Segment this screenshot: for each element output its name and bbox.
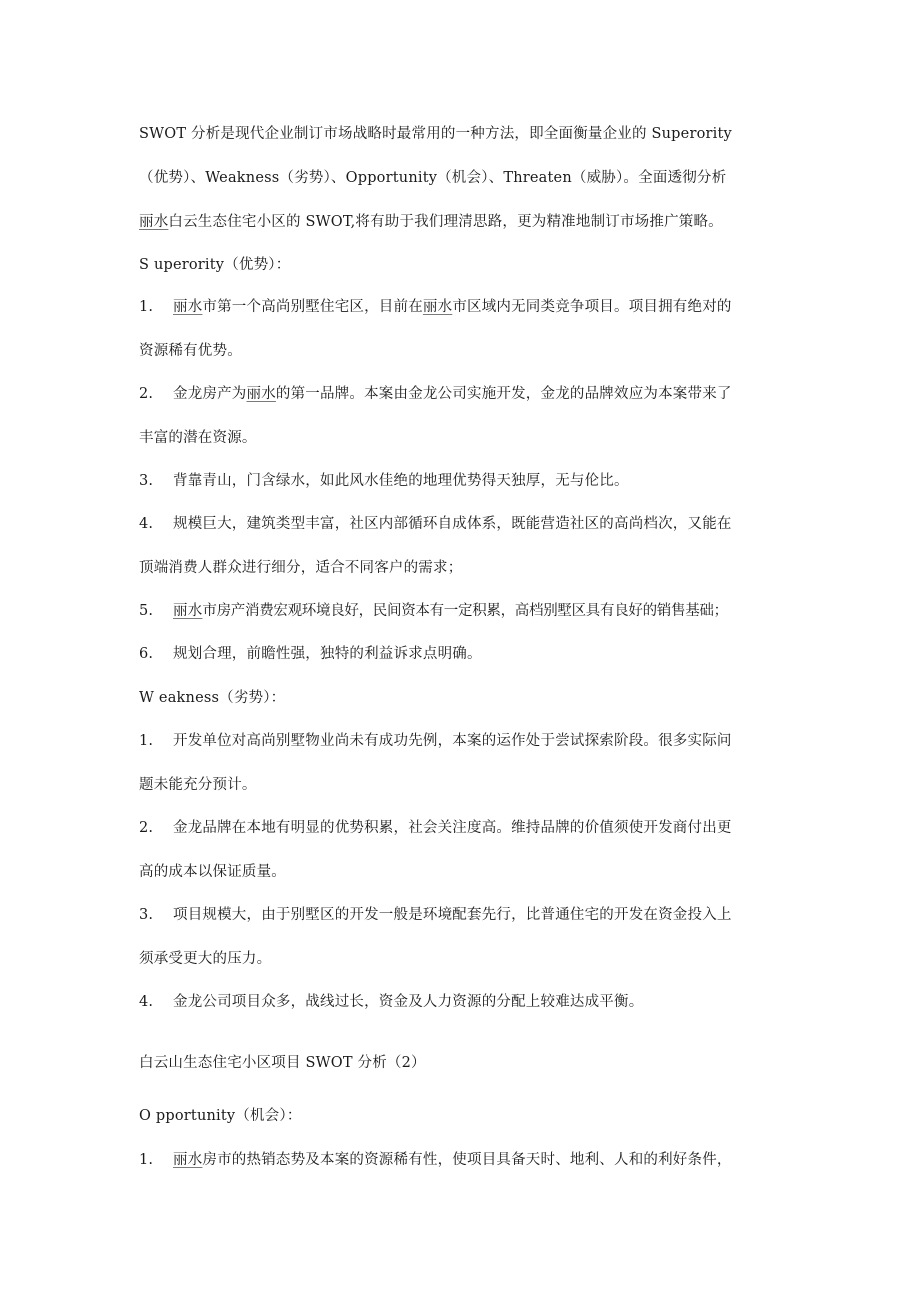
superority-item-4: [139, 514, 789, 534]
item-number: 1.: [139, 1152, 154, 1168]
item-text: 房市的热销态势及本案的资源稀有性，使项目具备天时、地利、人和的利好条件，: [202, 1152, 732, 1168]
weakness-item-2-cont: 高的成本以保证质量。: [139, 864, 286, 880]
item-text: 金龙公司项目众多，战线过长，资金及人力资源的分配上较难达成平衡。: [173, 994, 644, 1010]
superority-item-1-cont: 资源稀有优势。: [139, 343, 242, 359]
item-number: 6.: [139, 646, 154, 662]
item-number: 2.: [139, 386, 154, 402]
weakness-item-3-cont: 须承受更大的压力。: [139, 951, 272, 967]
item-text: 开发单位对高尚别墅物业尚未有成功先例，本案的运作处于尝试探索阶段。很多实际问: [173, 733, 732, 749]
weakness-heading: W eakness（劣势）：: [139, 690, 286, 706]
keyword-link[interactable]: 丽水: [173, 299, 203, 315]
item-text: 项目规模大，由于别墅区的开发一般是环境配套先行，比普通住宅的开发在资金投入上: [173, 907, 732, 923]
intro-line-3: [139, 212, 789, 232]
intro-line-2: （优势）、Weakness（劣势）、Opportunity（机会）、Threaten（威胁）。全面透彻分析: [139, 170, 727, 186]
item-text: 规划合理，前瞻性强，独特的利益诉求点明确。: [173, 646, 482, 662]
intro-line-1: SWOT 分析是现代企业制订市场战略时最常用的一种方法，即全面衡量企业的 Superority: [139, 126, 732, 142]
item-text: 的第一品牌。本案由金龙公司实施开发，金龙的品牌效应为本案带来了: [275, 386, 732, 402]
weakness-item-1: [139, 731, 789, 751]
item-number: 1.: [139, 299, 154, 315]
superority-item-3: [139, 471, 789, 491]
superority-item-4-cont: 顶端消费人群众进行细分，适合不同客户的需求；: [139, 560, 463, 576]
item-text: 背靠青山，门含绿水，如此风水佳绝的地理优势得天独厚，无与伦比。: [173, 473, 629, 489]
item-number: 1.: [139, 733, 154, 749]
item-number: 4.: [139, 516, 154, 532]
weakness-item-2: [139, 818, 789, 838]
weakness-item-4: [139, 992, 789, 1012]
item-number: 5.: [139, 603, 154, 619]
item-number: 3.: [139, 473, 154, 489]
keyword-link[interactable]: 丽水: [139, 214, 169, 230]
item-text: 市房产消费宏观环境良好，民间资本有一定积累，高档别墅区具有良好的销售基础；: [202, 603, 728, 619]
keyword-link[interactable]: 丽水: [173, 603, 203, 619]
superority-heading: S uperority（优势）：: [139, 257, 291, 273]
keyword-link[interactable]: 丽水: [173, 1152, 203, 1168]
keyword-link[interactable]: 丽水: [246, 386, 276, 402]
item-number: 2.: [139, 820, 154, 836]
superority-item-6: [139, 644, 789, 664]
weakness-item-3: [139, 905, 789, 925]
superority-item-2: [139, 384, 789, 404]
superority-item-1: [139, 297, 789, 317]
item-number: 3.: [139, 907, 154, 923]
section-title: 白云山生态住宅小区项目 SWOT 分析（2）: [139, 1055, 426, 1071]
item-text: 金龙品牌在本地有明显的优势积累，社会关注度高。维持品牌的价值须使开发商付出更: [173, 820, 732, 836]
weakness-item-1-cont: 题未能充分预计。: [139, 777, 257, 793]
superority-item-2-cont: 丰富的潜在资源。: [139, 430, 257, 446]
keyword-link[interactable]: 丽水: [422, 299, 453, 315]
item-text: 规模巨大，建筑类型丰富，社区内部循环自成体系，既能营造社区的高尚档次，又能在: [173, 516, 732, 532]
superority-item-5: [139, 601, 789, 621]
opportunity-heading: O pportunity（机会）：: [139, 1108, 302, 1124]
item-number: 4.: [139, 994, 154, 1010]
item-text: 市区域内无同类竞争项目。项目拥有绝对的: [452, 299, 732, 315]
intro-line-3-text: 白云生态住宅小区的 SWOT,将有助于我们理清思路，更为精准地制订市场推广策略。: [168, 214, 723, 230]
item-text: 市第一个高尚别墅住宅区，目前在: [202, 299, 423, 315]
item-text: 金龙房产为: [173, 386, 247, 402]
opportunity-item-1: [139, 1150, 789, 1170]
